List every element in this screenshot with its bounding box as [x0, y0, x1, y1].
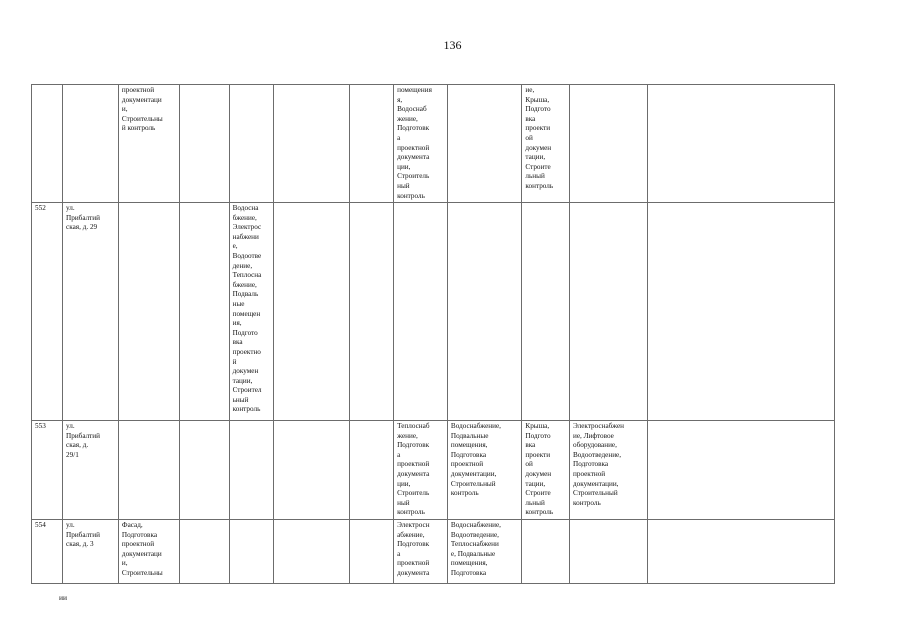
table-cell [522, 520, 570, 584]
table-cell [349, 203, 393, 421]
table-cell: проектной документаци и, Строительны й контроль [118, 85, 179, 203]
table-cell: Теплоснаб жение, Подготовк а проектной документа ции, Строитель ный контроль [394, 421, 448, 520]
table-cell [274, 520, 350, 584]
table-cell: помещения я, Водоснаб жение, Подготовк а проектной документа ции, Строитель ный контроль [394, 85, 448, 203]
table-cell: 554 [32, 520, 63, 584]
table-cell [274, 203, 350, 421]
table-cell [229, 421, 273, 520]
table-cell [118, 203, 179, 421]
table-cell: Водоснабжение, Водоотведение, Теплоснабжени е, Подвальные помещения, Подготовка [447, 520, 522, 584]
table-cell [349, 421, 393, 520]
table-cell [229, 85, 273, 203]
table-row [32, 203, 835, 421]
table-cell [229, 520, 273, 584]
table-cell [447, 85, 522, 203]
table-cell: Водосна бжение, Электрос набжени е, Водоотве дение, Теплосна бжение, Подваль ные помещен ия, Подгото вка проектно й докумен тации, Строител ьный контроль [229, 203, 273, 421]
table-cell [349, 520, 393, 584]
table-cell [570, 203, 648, 421]
table-cell [447, 203, 522, 421]
table-row [32, 85, 835, 203]
table-cell [179, 85, 229, 203]
table-cell [647, 520, 834, 584]
table-cell [179, 421, 229, 520]
table-cell [349, 85, 393, 203]
table-cell [570, 85, 648, 203]
table-cell [647, 85, 834, 203]
footer-text: ии [59, 593, 68, 602]
table-cell [179, 520, 229, 584]
table-cell [647, 421, 834, 520]
table-cell: 553 [32, 421, 63, 520]
table-cell: Фасад, Подготовка проектной документаци и, Строительны [118, 520, 179, 584]
table-cell: ул. Прибалтий ская, д. 29 [63, 203, 119, 421]
table-cell: Электроснабжен ие, Лифтовое оборудование, Водоотведение, Подготовка проектной документации, Строительный контроль [570, 421, 648, 520]
table-cell: ул. Прибалтий ская, д. 29/1 [63, 421, 119, 520]
table-cell: ие, Крыша, Подгото вка проекти ой докумен тации, Строите льный контроль [522, 85, 570, 203]
schedule-table [31, 84, 835, 584]
table-cell: Электросн абжение, Подготовк а проектной документа [394, 520, 448, 584]
table-cell [522, 203, 570, 421]
table-cell [274, 421, 350, 520]
table-cell [32, 85, 63, 203]
table-cell: Крыша, Подгото вка проекти ой докумен тации, Строите льный контроль [522, 421, 570, 520]
table-cell: ул. Прибалтий ская, д. 3 [63, 520, 119, 584]
table-row [32, 421, 835, 520]
table-cell: 552 [32, 203, 63, 421]
page-number: 136 [443, 38, 462, 52]
table-cell [647, 203, 834, 421]
table-cell [63, 85, 119, 203]
table-row [32, 520, 835, 584]
table-cell [118, 421, 179, 520]
table-cell [179, 203, 229, 421]
table-cell [570, 520, 648, 584]
table-cell [394, 203, 448, 421]
table-cell [274, 85, 350, 203]
table-cell: Водоснабжение, Подвальные помещения, Подготовка проектной документации, Строительный контроль [447, 421, 522, 520]
